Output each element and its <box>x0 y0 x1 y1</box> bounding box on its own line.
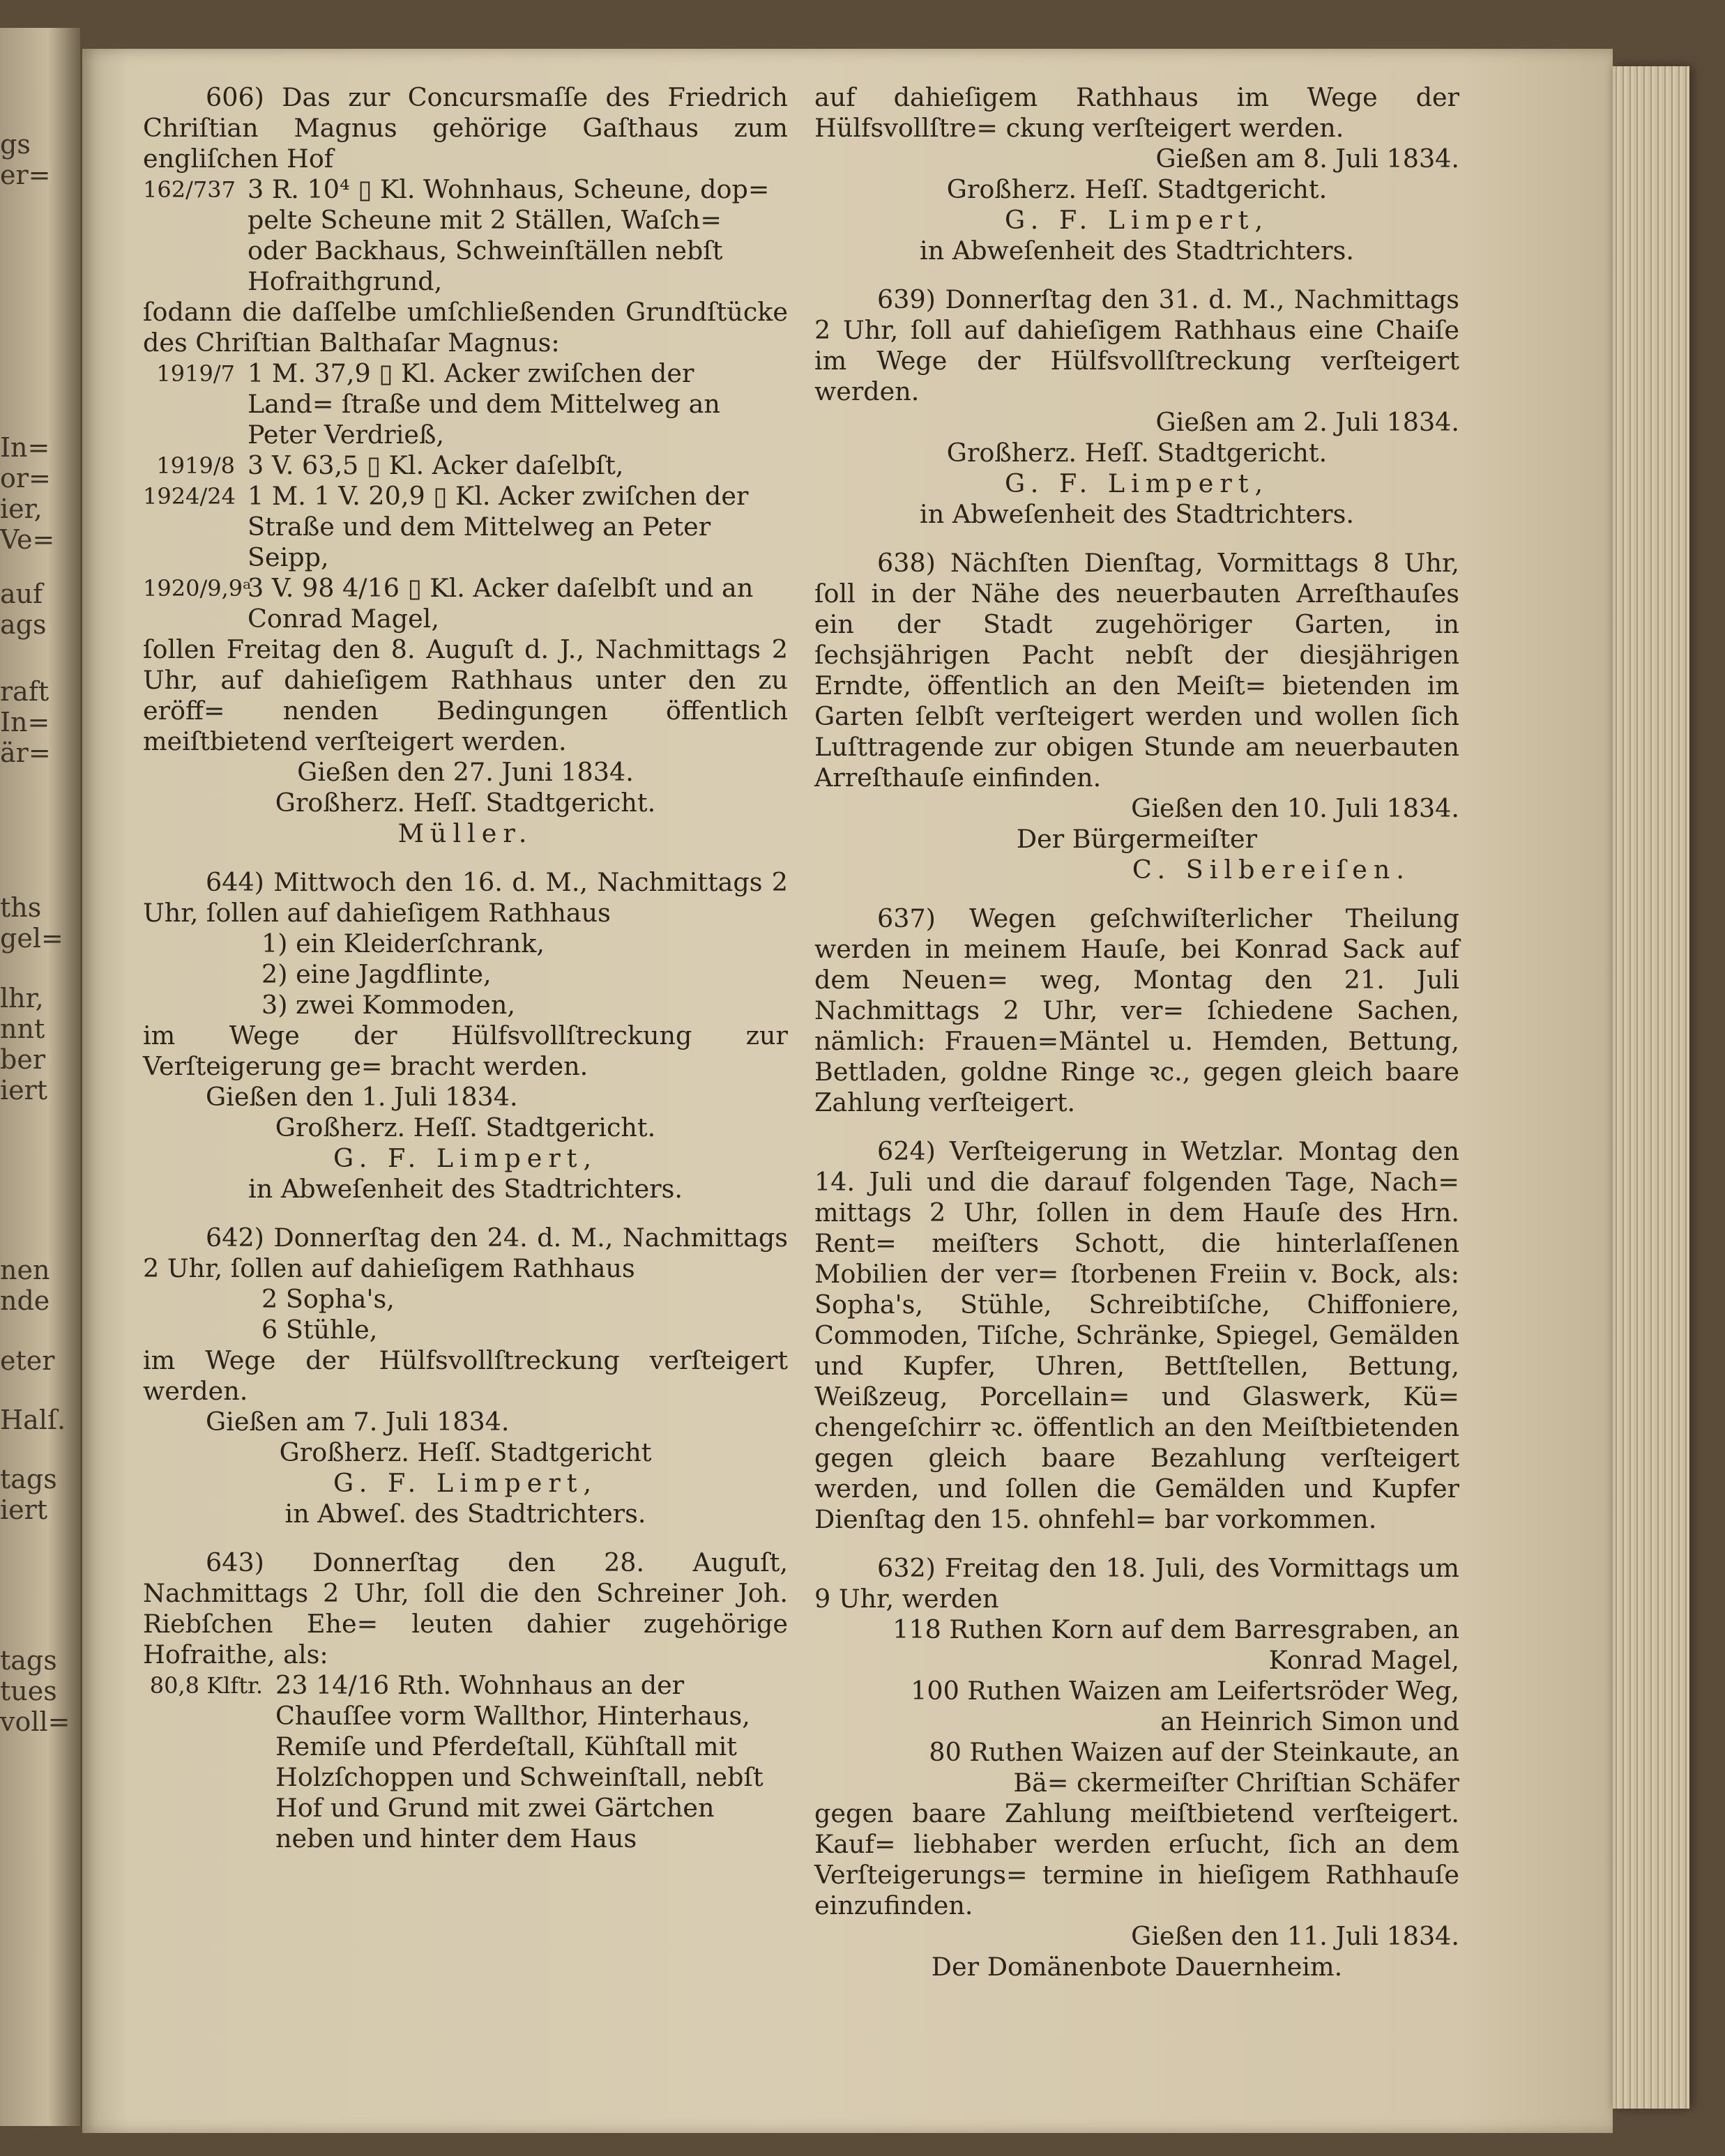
notice-642 <box>143 1223 788 1529</box>
parcel <box>143 481 788 573</box>
notice-606 <box>143 82 788 849</box>
facing-page-edge <box>0 28 80 2126</box>
margin-fragment: lhr, <box>0 983 44 1014</box>
notice-text: im Wege der Hülfsvollſtreckung zur Verſteigerung ge= bracht werden. <box>143 1020 788 1081</box>
notice-date: Gießen den 1. Juli 1834. <box>206 1082 518 1112</box>
notice-court: Großherz. Heſſ. Stadtgericht. <box>946 438 1328 468</box>
list-item: 2 Sopha's, <box>261 1284 395 1314</box>
parcel-text: 1 M. 1 V. 20,9 ▯ Kl. Acker zwiſchen der Straße und dem Mittelweg an Peter Seipp, <box>248 481 749 572</box>
parcel-text: 3 V. 98 4/16 ▯ Kl. Acker daſelbſt und an Conrad Magel, <box>248 573 754 634</box>
notice-court: Großherz. Heſſ. Stadtgericht. <box>275 1113 656 1142</box>
list-item: 6 Stühle, <box>261 1315 378 1345</box>
notice-text: gegen baare Zahlung meiſtbietend verſteigert. Kauf= liebhaber werden erſucht, ſich an dem Verſteigerungs= termine in hieſigem Rathhauſe einzufinden. <box>814 1798 1459 1920</box>
notice-date: Gießen am 8. Juli 1834. <box>1155 144 1459 174</box>
margin-fragment: är= <box>0 737 51 768</box>
notice-638 <box>814 548 1459 885</box>
list-item: 118 Ruthen Korn auf dem Barresgraben, an Konrad Magel, <box>892 1614 1459 1675</box>
parcel-text: 1 M. 37,9 ▯ Kl. Acker zwiſchen der Land= ſtraße und dem Mittelweg an Peter Verdrieß, <box>248 358 720 450</box>
notice-text: im Wege der Hülfsvollſtreckung verſteigert werden. <box>143 1345 788 1406</box>
notice-643 <box>143 1547 788 1854</box>
margin-fragment: ier, <box>0 494 43 524</box>
notice-signer: G. F. Limpert, <box>333 1143 598 1173</box>
notice-head: 638) Nächſten Dienſtag, Vormittags 8 Uhr, ſoll in der Nähe des neuerbauten Arreſthauſes ein der Stadt zugehöriger Garten, in ſechsjährigen Pacht nebſt der diesjährigen Erndte, öffentlich an den Meiſt= bietenden im Garten ſelbſt verſteigert werden und wollen ſich Luſttragende zur obigen Stunde am neuerbauten Arreſthauſe einfinden. <box>814 548 1459 793</box>
margin-fragment: iert <box>0 1075 48 1106</box>
notice-head: 643) Donnerſtag den 28. Auguſt, Nachmittags 2 Uhr, ſoll die den Schreiner Joh. Riebſchen Ehe= leuten dahier zugehörige Hofraithe, als: <box>143 1547 788 1669</box>
notice-date: Gießen am 2. Juli 1834. <box>1155 407 1459 437</box>
notice-signer: Der Domänenbote Dauernheim. <box>931 1952 1343 1982</box>
margin-fragment: tags <box>0 1464 57 1494</box>
margin-fragment: nde <box>0 1285 50 1316</box>
margin-fragment: er= <box>0 160 51 190</box>
margin-fragment: Halſ. <box>0 1405 66 1435</box>
margin-fragment: auf <box>0 579 43 609</box>
margin-fragment: voll= <box>0 1706 70 1737</box>
margin-fragment: ths <box>0 892 42 923</box>
notice-text: auf dahieſigem Rathhaus im Wege der Hülfsvollſtre= ckung verſteigert werden. <box>814 82 1459 143</box>
parcel-number: 1919/8 <box>156 452 235 479</box>
notice-signer: Müller. <box>397 818 533 848</box>
margin-fragment: ags <box>0 609 47 640</box>
notice-624 <box>814 1136 1459 1535</box>
margin-fragment: tags <box>0 1645 57 1676</box>
margin-fragment: nnt <box>0 1014 45 1044</box>
margin-fragment: gel= <box>0 923 63 954</box>
left-column <box>143 82 788 1872</box>
parcel-text: 3 V. 63,5 ▯ Kl. Acker daſelbſt, <box>248 450 624 480</box>
parcel <box>143 174 788 297</box>
notice-court: Großherz. Heſſ. Stadtgericht <box>279 1437 652 1467</box>
margin-fragment: nen <box>0 1255 50 1285</box>
notice-note: in Abweſenheit des Stadtrichters. <box>248 1174 683 1204</box>
notice-head: 644) Mittwoch den 16. d. M., Nachmittags 2 Uhr, ſollen auf dahieſigem Rathhaus <box>143 867 788 928</box>
notice-signer: G. F. Limpert, <box>333 1468 598 1498</box>
notice-head: 632) Freitag den 18. Juli, des Vormittags um 9 Uhr, werden <box>814 1553 1459 1614</box>
notice-signer: G. F. Limpert, <box>1004 205 1270 235</box>
parcel-number: 1920/9,9ᵃ <box>143 575 252 602</box>
notice-date: Gießen den 11. Juli 1834. <box>1131 1921 1459 1951</box>
parcel-number: 80,8 Klftr. <box>149 1672 263 1699</box>
parcel-number: 1924/24 <box>143 483 236 510</box>
notice-643-continued <box>814 82 1459 266</box>
margin-fragment: raft <box>0 676 50 707</box>
margin-fragment: In= <box>0 432 50 463</box>
notice-court: Großherz. Heſſ. Stadtgericht. <box>946 174 1328 204</box>
notice-date: Gießen den 10. Juli 1834. <box>1131 793 1459 823</box>
margin-fragment: Ve= <box>0 524 55 555</box>
notice-court: Großherz. Heſſ. Stadtgericht. <box>275 788 656 818</box>
margin-fragment: In= <box>0 707 50 737</box>
margin-fragment: tues <box>0 1676 57 1706</box>
notice-signer: C. Silbereiſen. <box>1132 855 1411 885</box>
margin-fragment: iert <box>0 1494 48 1525</box>
notice-note: in Abweſenheit des Stadtrichters. <box>920 499 1354 529</box>
notice-632 <box>814 1553 1459 1982</box>
notice-note: in Abweſenheit des Stadtrichters. <box>920 236 1354 266</box>
parcel <box>143 1670 788 1854</box>
notice-note: in Abweſ. des Stadtrichters. <box>284 1499 646 1529</box>
notice-title: Der Bürgermeiſter <box>1016 824 1258 854</box>
list-item: 3) zwei Kommoden, <box>261 990 515 1020</box>
parcel-number: 162/737 <box>143 176 236 203</box>
notice-head: 624) Verſteigerung in Wetzlar. Montag den 14. Juli und die darauf folgenden Tage, Nach= mittags 2 Uhr, ſollen in dem Hauſe des Hrn. Rent= meiſters Schott, die hinterlaſſenen Mobilien der ver= ſtorbenen Freiin v. Bock, als: Sopha's, Stühle, Schreibtiſche, Chiffoniere, Commoden, Tiſche, Schränke, Spiegel, Gemälden und Kupfer, Uhren, Bettſtellen, Bettung, Weißzeug, Porcellain= und Glaswerk, Kü= chengeſchirr ꝛc. öffentlich an den Meiſtbietenden gegen gleich baare Bezahlung verſteigert werden, und ſollen die Gemälden und Kupfer Dienſtag den 15. ohnfehl= bar vorkommen. <box>814 1136 1459 1534</box>
margin-fragment: gs <box>0 129 31 160</box>
list-item: 80 Ruthen Waizen auf der Steinkaute, an Bä= ckermeiſter Chriſtian Schäfer <box>929 1737 1459 1798</box>
notice-text: ſodann die daſſelbe umſchließenden Grundſtücke des Chriſtian Balthaſar Magnus: <box>143 297 788 358</box>
notice-637 <box>814 903 1459 1118</box>
margin-fragment: or= <box>0 463 51 494</box>
notice-date: Gießen den 27. Juni 1834. <box>297 757 634 787</box>
parcel-number: 1919/7 <box>156 360 235 387</box>
notice-639 <box>814 284 1459 530</box>
parcel <box>143 573 788 634</box>
notice-644 <box>143 867 788 1205</box>
parcel <box>143 450 788 481</box>
list-item: 2) eine Jagdflinte, <box>261 959 492 989</box>
parcel-text: 3 R. 10⁴ ▯ Kl. Wohnhaus, Scheune, dop= pelte Scheune mit 2 Ställen, Waſch= oder Backhaus, Schweinſtällen nebſt Hofraithgrund, <box>248 174 770 296</box>
notice-signer: G. F. Limpert, <box>1004 468 1270 498</box>
margin-fragment: eter <box>0 1345 55 1376</box>
right-column <box>814 82 1459 2001</box>
notice-head: 639) Donnerſtag den 31. d. M., Nachmittags 2 Uhr, ſoll auf dahieſigem Rathhaus eine Chaiſe im Wege der Hülfsvollſtreckung verſteigert werden. <box>814 284 1459 406</box>
notice-head: 642) Donnerſtag den 24. d. M., Nachmittags 2 Uhr, ſollen auf dahieſigem Rathhaus <box>143 1223 788 1283</box>
parcel <box>143 358 788 450</box>
parcel-text: 23 14/16 Rth. Wohnhaus an der Chauſſee vorm Wallthor, Hinterhaus, Remiſe und Pferdeſtall, Kühſtall mit Holzſchoppen und Schweinſtall, nebſt Hof und Grund mit zwei Gärtchen neben und hinter dem Haus <box>275 1670 763 1853</box>
notice-date: Gießen am 7. Juli 1834. <box>206 1407 510 1437</box>
fore-edge <box>1613 66 1689 2109</box>
list-item: 1) ein Kleiderſchrank, <box>261 928 545 958</box>
margin-fragment: ber <box>0 1044 45 1075</box>
list-item: 100 Ruthen Waizen am Leifertsröder Weg, an Heinrich Simon und <box>911 1676 1459 1736</box>
notice-head: 606) Das zur Concursmaſſe des Friedrich Chriſtian Magnus gehörige Gaſthaus zum engliſchen Hof <box>143 82 788 174</box>
notice-text: ſollen Freitag den 8. Auguſt d. J., Nachmittags 2 Uhr, auf dahieſigem Rathhaus unter den zu eröff= nenden Bedingungen öffentlich meiſtbietend verſteigert werden. <box>143 634 788 756</box>
notice-head: 637) Wegen geſchwiſterlicher Theilung werden in meinem Hauſe, bei Konrad Sack auf dem Neuen= weg, Montag den 21. Juli Nachmittags 2 Uhr, ver= ſchiedene Sachen, nämlich: Frauen=Mäntel u. Hemden, Bettung, Bettladen, goldne Ringe ꝛc., gegen gleich baare Zahlung verſteigert. <box>814 903 1459 1117</box>
